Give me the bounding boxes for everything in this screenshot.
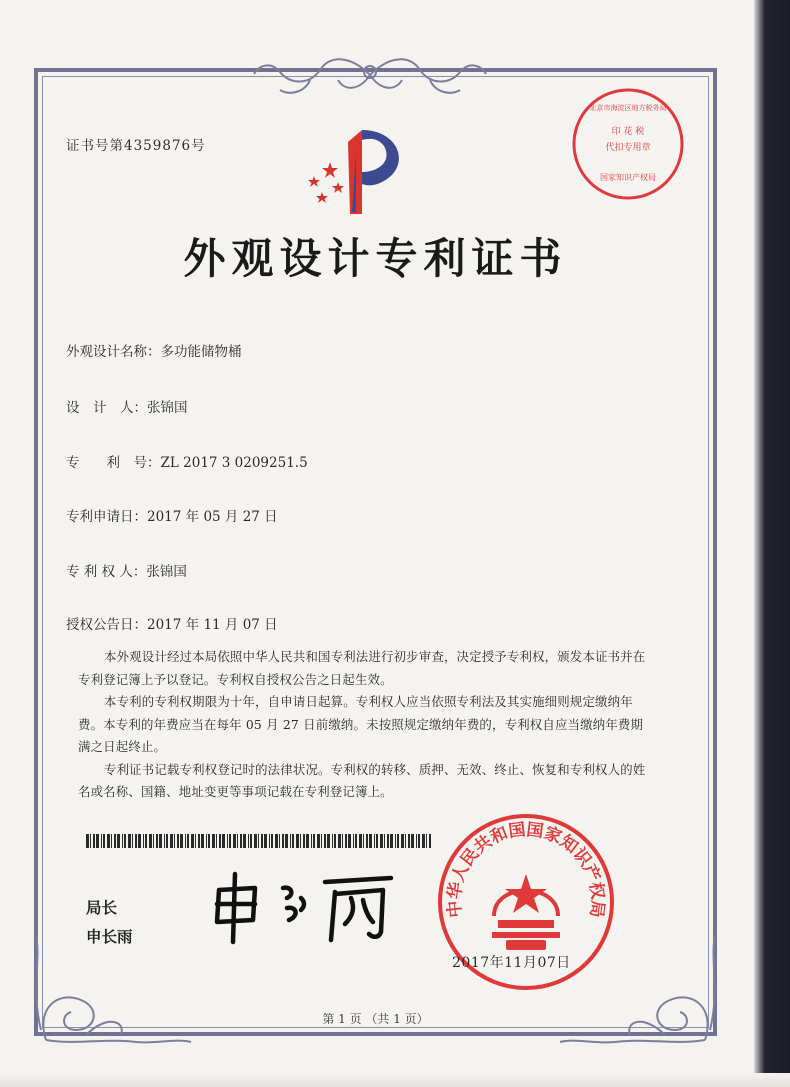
field-value: 2017 年 05 月 27 日 — [147, 509, 278, 525]
tax-stamp-icon — [570, 86, 686, 202]
page-edge-bottom — [0, 1073, 790, 1087]
field-application-date — [66, 505, 278, 525]
field-label: 设 计 人： — [66, 400, 147, 416]
svg-text:北京市海淀区地方税务局: 北京市海淀区地方税务局 — [589, 104, 667, 112]
director-title: 局长 — [86, 899, 118, 917]
svg-text:中华人民共和国国家知识产权局: 中华人民共和国国家知识产权局 — [444, 819, 608, 919]
field-value: ZL 2017 3 0209251.5 — [160, 455, 308, 471]
director-signature-icon — [205, 868, 405, 948]
field-grant-date — [66, 613, 278, 633]
field-patent-number — [66, 451, 308, 471]
page-edge-shadow — [754, 0, 790, 1087]
field-value: 2017 年 11 月 07 日 — [147, 617, 278, 633]
bottom-left-ornament-icon — [26, 930, 196, 1050]
field-label: 专利申请日： — [66, 509, 147, 525]
patent-office-logo-icon — [300, 122, 420, 222]
field-value: 张锦国 — [147, 400, 188, 416]
certificate-number: 证书号第4359876号 — [66, 138, 206, 154]
director-name: 申长雨 — [86, 928, 133, 946]
field-label: 专 利 号： — [66, 455, 161, 471]
top-ornament-icon — [250, 50, 490, 100]
body-paragraph: 本专利的专利权期限为十年，自申请日起算。专利权人应当依照专利法及其实施细则规定缴纳年费。本专利的年费应当在每年 05 月 27 日前缴纳。未按照规定缴纳年费的，专利权自应当缴纳年费期满之日起终止。 — [78, 694, 644, 754]
svg-text:印 花 税: 印 花 税 — [611, 127, 645, 137]
field-label: 外观设计名称： — [66, 344, 161, 360]
field-patentee — [66, 560, 187, 580]
svg-text:国家知识产权局: 国家知识产权局 — [600, 173, 656, 182]
page-number: 第 1 页 （共 1 页） — [322, 1012, 429, 1026]
body-paragraph: 本外观设计经过本局依照中华人民共和国专利法进行初步审查，决定授予专利权，颁发本证书并在专利登记簿上予以登记。专利权自授权公告之日起生效。 — [78, 649, 646, 687]
field-design-name — [66, 340, 242, 360]
certificate-title: 外观设计专利证书 — [183, 234, 568, 283]
field-label: 授权公告日： — [66, 617, 147, 633]
field-designer — [66, 396, 188, 416]
svg-text:代扣专用章: 代扣专用章 — [605, 143, 651, 153]
field-label: 专 利 权 人： — [66, 564, 147, 580]
seal-date: 2017年11月07日 — [452, 955, 571, 971]
barcode-icon — [86, 834, 431, 848]
field-value: 多功能储物桶 — [160, 344, 242, 360]
certificate-body — [78, 646, 648, 804]
field-value: 张锦国 — [146, 564, 187, 580]
body-paragraph: 专利证书记载专利权登记时的法律状况。专利权的转移、质押、无效、终止、恢复和专利权人的姓名或名称、国籍、地址变更等事项记载在专利登记簿上。 — [78, 761, 646, 799]
